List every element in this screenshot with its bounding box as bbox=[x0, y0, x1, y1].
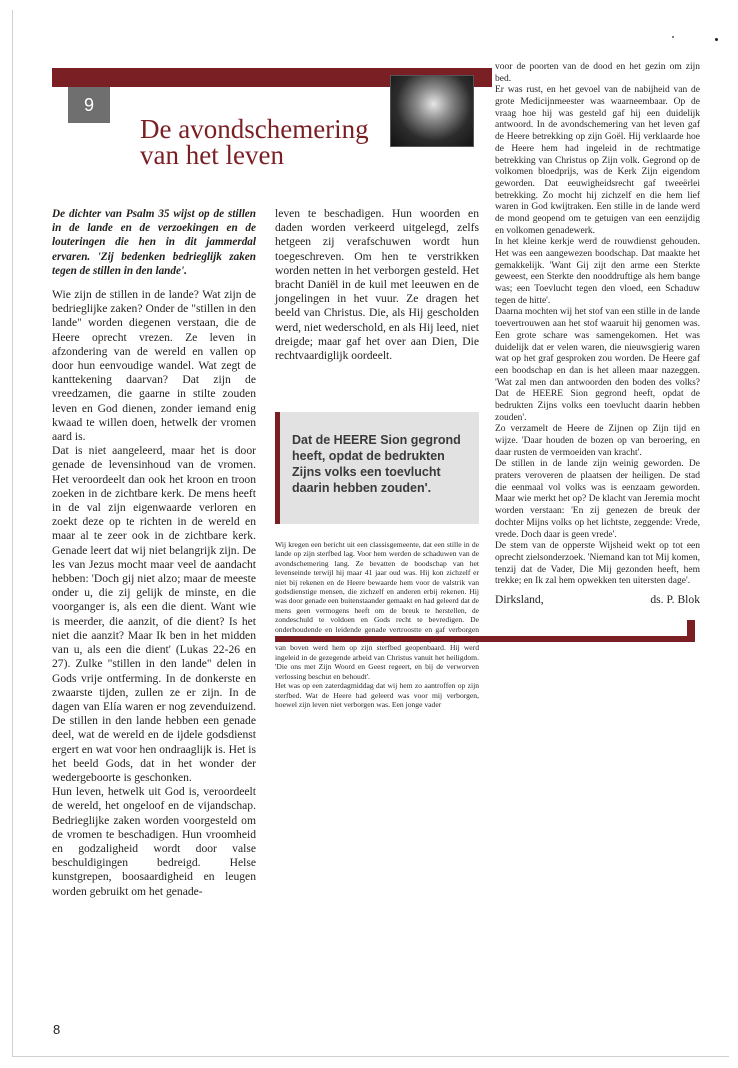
paragraph: In het kleine kerkje werd de rouwdienst gehouden. Het was een aangewezen boodschap. Dat maakte het gemakkelijk. 'Want Gij zijt den arme een Sterkte geweest, een Sterkte den nooddruftige als hem bange was; een Toevlucht tegen den vloed, een Schaduw tegen de hitte'. bbox=[495, 237, 700, 306]
paragraph: Het was op een zaterdagmiddag dat wij hem zo aantroffen op zijn sterfbed. Wat de Heere had geleerd was voor mij verborgen, hoewel zijn leven niet verborgen was. Een jonge vader bbox=[275, 681, 479, 709]
paragraph: Zo verzamelt de Heere de Zijnen op Zijn tijd en wijze. 'Daar houden de bozen op van beroering, en daar rusten de vermoeiden van kracht'. bbox=[495, 424, 700, 458]
paragraph: Wij kregen een bericht uit een classisgemeente, dat een stille in de lande op zijn sterfbed lag. Voor hem werden de schaduwen van de avondschemering lang. Ze bevatten de boodschap van het levenseinde terwijl hij maar 41 jaar oud was. Hij kon zichzelf er niet bij rekenen en de Heere bewaarde hem voor de valstrik van godsdienstige mensen, die zichzelf en anderen erbij rekenen. Hij was door genade een buitenstaander gemaakt en had geleerd dat de mens geen vermogens heeft om de breuk te herstellen, de zondeschuld te voldoen en Gods recht te bevredigen. De onderhoudende en leidende genade vertroostte en gaf verborgen van boven werd hem op zijn sterfbed geopenbaard. Hij werd ingeleid in de gezegende arbeid van Christus vanuit het heiligdom. 'Die ons met Zijn Woord en Geest regeert, en bij de verworven verlossing beschut en behoudt'. bbox=[275, 540, 479, 681]
title-line-2: van het leven bbox=[140, 140, 284, 170]
sunset-photo bbox=[390, 75, 474, 147]
speck-mark bbox=[672, 36, 674, 38]
paragraph: Hun leven, hetwelk uit God is, veroordeelt de wereld, het ongeloof en de vijandschap. Bedrieglijke zaken worden voorgesteld om de vromen te beschadigen. Hun vroomheid en godzaligheid wordt door valse beschuldigingen bedreigd. Helse kunstgrepen, boosaardigheid en leugen worden gebruikt om het genade- bbox=[52, 785, 256, 898]
pull-quote-bar bbox=[275, 412, 280, 524]
paragraph: leven te beschadigen. Hun woorden en daden worden verkeerd uitgelegd, zelfs hetgeen zij verafschuwen wordt hun toegeschreven. Om hen te verstrikken worden netten in het verborgen gesteld. Het bracht Daniël in de kuil met leeuwen en de jongelingen in het vuur. Ze dragen het beeld van Christus. Die, als Hij gescholden werd, niet wederschold, en als Hij leed, niet dreigde; maar gaf het over aan Dien, Die rechtvaardiglijk oordeelt. bbox=[275, 207, 479, 363]
paragraph: Wie zijn de stillen in de lande? Wat zijn de bedrieglijke zaken? Onder de "stillen in den lande" worden diegenen verstaan, die de Heere oprecht vrezen. Ze leven in afzondering van de wereld en vallen op door hun eenvoudige wandel. Wat zegt de kanttekening daarvan? Dat zijn de vreedzamen, die gaarne in stilte zouden leven en God dienen, zonder iemand enig kwaad te willen doen, hetwelk der vromen aard is. bbox=[52, 288, 256, 444]
paragraph: Dat is niet aangeleerd, maar het is door genade de levensinhoud van de vromen. Het veroordeelt dan ook het kroon en troon zoeken in de zichtbare kerk. De mens heeft in de val zijn eigenwaarde verloren en zoekt deze op te richten in de wereld en maar al te zeer ook in de zichtbare kerk. Genade leert dat wij niet belangrijk zijn. De les van Jezus mocht maar veel de aandacht hebben: 'Doch gij niet alzo; maar de meeste onder u, die zij gelijk de minste, en die voorganger is, als een die dient. Want wie is meerder, die aanzit, of die dient? Is het niet die aanzit? Maar Ik ben in het midden van u, als een die dient' (Lukas 22-26 en 27). Zulke "stillen in den lande" delen in Gods vrije ontferming. In de donkerste en zwaarste tijden, zullen ze er zijn. In de dagen van Elía waren er nog zevenduizend. De stillen in den lande hebben een genade deel, wat de wereld en de ijdele godsdienst ergert en wat voor hen ondraaglijk is. Het is het beeld Gods, dat in het wonder der wedergeboorte is geschonken. bbox=[52, 444, 256, 784]
intro-paragraph: De dichter van Psalm 35 wijst op de stillen in de lande en de verzoekingen en de louteringen die hen in dit jammerdal ervaren. 'Zij bedenken bedrieglijk zaken tegen de stillen in den lande'. bbox=[52, 208, 256, 277]
speck-mark bbox=[715, 38, 718, 41]
paragraph: Er was rust, en het gevoel van de nabijheid van de grote Medicijnmeester was waarneembaar. Op de vraag hoe hij was gesteld gaf hij een duidelijk antwoord. In de avondschemering van het leven gaf de Heere betrekking op zijn Goël. Hij verklaarde hoe de Heere hem had ingeleid in de rechtmatige betrekking van Christus op Zijn volk. Gegrond op de volkomen bloedprijs, was de Kerk Zijn eigendom geworden. Dat eeuwigheidsrecht gaf tweeërlei betrekking. Zo mocht hij zichzelf en die hem lief waren in God kwijtraken. Een stille in de lande werd de mond geopend om te getuigen van een eenzijdig en volkomen genadewerk. bbox=[495, 85, 700, 236]
signature-author: ds. P. Blok bbox=[650, 593, 700, 606]
pull-quote-text: Dat de HEERE Sion gegrond heeft, opdat de bedrukten Zijns volks een toevlucht daarin hebben zouden'. bbox=[292, 433, 461, 495]
page-number: 8 bbox=[53, 1022, 61, 1037]
paragraph: Daarna mochten wij het stof van een stille in de lande toevertrouwen aan het stof waaruit hij genomen was. Een grote schare was samengekomen. Het was duidelijk dat er velen waren, die nieuwsgierig waren wat op het graf gesproken zou worden. De Heere gaf een boodschap en dan is het alleen maar nazeggen. 'Wat zal men dan antwoorden den boden des volks? Dat de HEERE Sion gegrond heeft, opdat de bedrukten Zijns volks een toevlucht daarin hebben zouden'. bbox=[495, 307, 700, 423]
column-2-bottom bbox=[275, 540, 479, 709]
column-2 bbox=[275, 207, 479, 363]
footer-bar bbox=[275, 636, 695, 642]
article-title bbox=[140, 116, 369, 168]
article-number: 9 bbox=[68, 87, 110, 123]
column-1 bbox=[52, 207, 256, 899]
pull-quote bbox=[275, 412, 479, 524]
paragraph: De stillen in de lande zijn weinig geworden. De praters veroveren de plaatsen der heiligen. De stad die eenmaal vol volks was is eenzaam geworden. Maar wie merkt het op? De klacht van Jeremia mocht worden verstaan: 'En zij genezen de breuk der dochter Mijns volks op het lichtste, zeggende: Vrede, vrede. Doch daar is geen vrede'. bbox=[495, 459, 700, 540]
paragraph: De stem van de opperste Wijsheid wekt op tot een oprecht zielsonderzoek. 'Niemand kan tot Mij komen, tenzij dat de Vader, Die Mij gezonden heeft, hem trekke; en Ik zal hem opwekken ten uitersten dage'. bbox=[495, 541, 700, 587]
signature-place: Dirksland, bbox=[495, 593, 544, 606]
footer-bar-cap bbox=[687, 620, 695, 642]
column-3 bbox=[495, 62, 700, 588]
paragraph: voor de poorten van de dood en het gezin om zijn bed. bbox=[495, 62, 700, 84]
title-line-1: De avondschemering bbox=[140, 114, 369, 144]
